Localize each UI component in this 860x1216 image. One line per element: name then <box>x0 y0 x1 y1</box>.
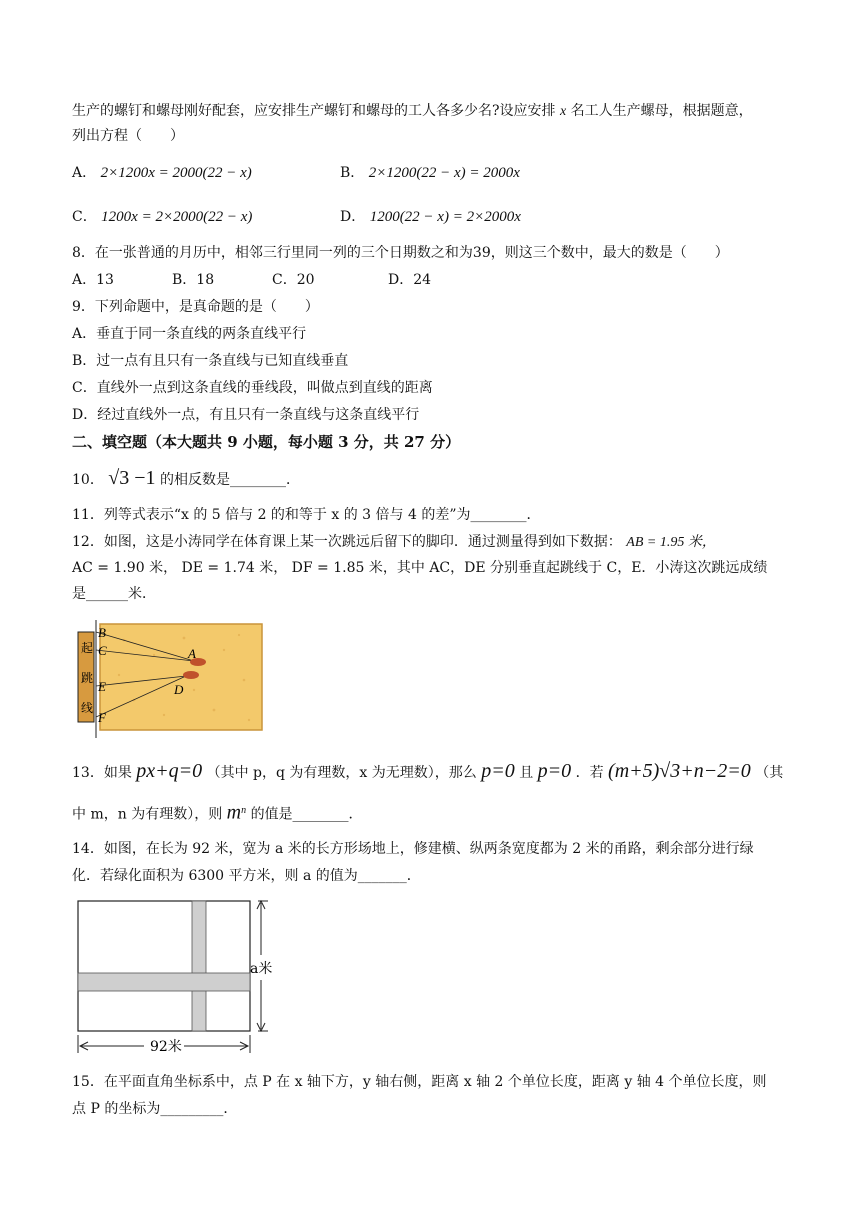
long-jump-figure <box>74 620 266 738</box>
q9-option-b: B．过一点有且只有一条直线与已知直线垂直 <box>72 353 349 369</box>
q14-line1: 14．如图，在长为 92 米，宽为 a 米的长方形场地上，修建横、纵两条宽度都为 2 米的甬路，剩余部分进行绿 <box>72 841 754 857</box>
q7-line1: 生产的螺钉和螺母刚好配套，应安排生产螺钉和螺母的工人各多少名?设应安排 x 名工人生产螺母，根据题意， <box>72 103 753 119</box>
fig-height-label: a米 <box>250 961 273 977</box>
q7-option-c: C． 1200x = 2×2000(22 − x) <box>72 209 253 225</box>
q13-line1: 13．如果 px+q=0 （其中 p，q 为有理数，x 为无理数），那么 p=0 且 p=0 ．若 (m+5)√3+n−2=0 （其 <box>72 760 784 782</box>
q8-option-d: D．24 <box>388 272 432 288</box>
q8-stem: 8．在一张普通的月历中，相邻三行里同一列的三个日期数之和为39，则这三个数中，最大的数是（ ） <box>72 245 729 261</box>
q11: 11．列等式表示“x 的 5 倍与 2 的和等于 x 的 3 倍与 4 的差”为________． <box>72 507 541 523</box>
q13-line2: 中 m，n 为有理数），则 $m^n$ 的值是________． <box>72 801 363 824</box>
q12-line3: 是______米． <box>72 586 156 602</box>
q7-line2: 列出方程（ ） <box>72 128 184 144</box>
fig-board-char-2: 跳 <box>81 671 94 685</box>
fig-label-e: E <box>98 679 106 694</box>
q8-option-a: A．13 <box>72 272 114 288</box>
q9-option-c: C．直线外一点到这条直线的垂线段，叫做点到直线的距离 <box>72 380 433 396</box>
fig-label-b: B <box>98 625 106 640</box>
fig-label-c: C <box>98 643 107 658</box>
fig-width-label: 92米 <box>150 1039 182 1055</box>
q12-line2: AC = 1.90 米， DE = 1.74 米， DF = 1.85 米，其中 AC，DE 分别垂直起跳线于 C，E．小涛这次跳远成绩 <box>72 560 768 576</box>
q8-option-b: B．18 <box>172 272 215 288</box>
fig-board-char-1: 起 <box>81 641 94 655</box>
q9-stem: 9．下列命题中，是真命题的是（ ） <box>72 299 319 315</box>
section-heading: 二、填空题（本大题共 9 小题，每小题 3 分，共 27 分） <box>72 433 461 451</box>
q9-option-d: D．经过直线外一点，有且只有一条直线与这条直线平行 <box>72 407 420 423</box>
q7-option-a: A． 2×1200x = 2000(22 − x) <box>72 165 252 181</box>
q14-line2: 化．若绿化面积为 6300 平方米，则 a 的值为_______． <box>72 868 421 884</box>
field-figure <box>72 895 292 1057</box>
q15-line1: 15．在平面直角坐标系中，点 P 在 x 轴下方，y 轴右侧，距离 x 轴 2 个单位长度，距离 y 轴 4 个单位长度，则 <box>72 1074 767 1090</box>
q8-option-c: C．20 <box>272 272 315 288</box>
fig-board-char-3: 线 <box>81 701 94 715</box>
q10: 10． √3 −1 的相反数是________． <box>72 467 300 489</box>
fig-point-a: A <box>188 646 196 661</box>
fig-label-f: F <box>98 710 106 725</box>
q7-option-d: D． 1200(22 − x) = 2×2000x <box>340 209 521 225</box>
fig-point-d: D <box>174 682 184 697</box>
q15-line2: 点 P 的坐标为_________． <box>72 1101 238 1117</box>
q9-option-a: A．垂直于同一条直线的两条直线平行 <box>72 326 307 342</box>
q7-option-b: B． 2×1200(22 − x) = 2000x <box>340 165 520 181</box>
q12-line1: 12．如图，这是小涛同学在体育课上某一次跳远后留下的脚印．通过测量得到如下数据： AB = 1.95 米， <box>72 534 716 550</box>
